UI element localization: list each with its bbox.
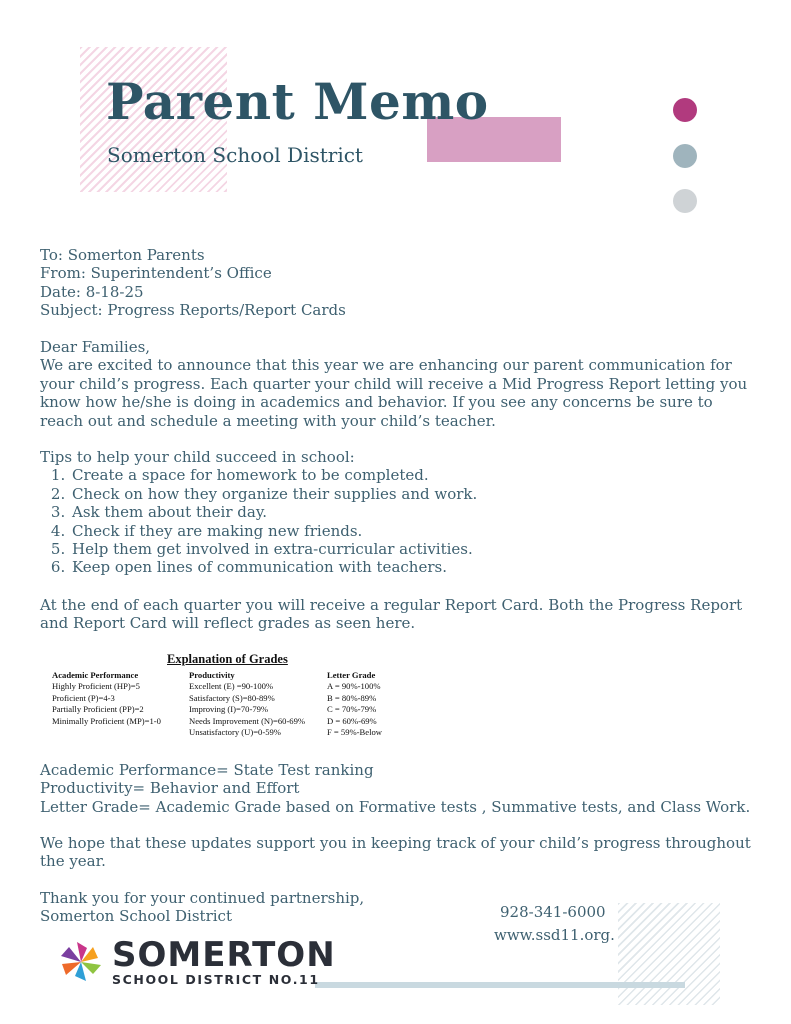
intro-line: reach out and schedule a meeting with your child’s teacher. [40,411,496,430]
definition-line: Academic Performance= State Test ranking [40,761,374,779]
phone-number: 928-341-6000 [500,903,606,921]
tip-item: 4. Check if they are making new friends. [70,522,740,540]
column-header: Letter Grade [327,670,376,680]
tip-item: 1. Create a space for homework to be completed. [70,466,740,484]
tip-item: 3. Ask them about their day. [70,503,740,521]
intro-line: your child’s progress. Each quarter your child will receive a Mid Progress Report letting you [40,374,748,393]
tip-item: 5. Help them get involved in extra-curricular activities. [70,540,740,558]
grade-cell: D = 60%-69% [327,715,377,726]
district-logo [56,938,106,988]
tip-item: 6. Keep open lines of communication with teachers. [70,558,740,576]
memo-header [40,246,740,320]
grades-col-productivity [189,670,305,738]
page-subtitle: Somerton School District [107,143,363,167]
dot-slate [673,144,697,168]
grade-cell: Satisfactory (S)=80-89% [189,692,275,703]
signature-line: Somerton School District [40,907,232,926]
grade-cell: Proficient (P)=4-3 [52,692,115,703]
memo-to: To: Somerton Parents [40,246,205,264]
grades-col-academic [52,670,161,727]
grade-cell: Partially Proficient (PP)=2 [52,704,144,715]
grade-cell: Unsatisfactory (U)=0-59% [189,727,281,738]
grade-cell: Needs Improvement (N)=60-69% [189,715,306,726]
logo-name: SOMERTON [112,935,336,975]
grade-cell: Improving (I)=70-79% [189,704,269,715]
hope-paragraph [40,834,751,871]
hatched-gray-block [618,903,720,1005]
column-header: Productivity [189,670,235,680]
report-line: At the end of each quarter you will receive a regular Report Card. Both the Progress Report [40,596,743,614]
tips-section [40,448,740,577]
dot-magenta [673,98,697,122]
hope-line: We hope that these updates support you in keeping track of your child’s progress throughout [40,834,751,852]
report-paragraph [40,596,743,633]
grade-cell: Minimally Proficient (MP)=1-0 [52,715,161,726]
definitions [40,761,751,816]
grade-cell: Highly Proficient (HP)=5 [52,681,140,692]
memo-from: From: Superintendent’s Office [40,264,272,283]
grade-cell: A = 90%-100% [327,681,381,692]
grade-cell: B = 80%-89% [327,692,377,703]
grades-col-letter [327,670,382,738]
greeting: Dear Families, [40,338,151,356]
letter-intro [40,338,748,430]
logo-tagline: SCHOOL DISTRICT NO.11 [112,972,320,987]
tip-item: 2. Check on how they organize their supplies and work. [70,485,740,503]
column-header: Academic Performance [52,670,139,680]
report-line: and Report Card will reflect grades as seen here. [40,614,416,633]
definition-line: Letter Grade= Academic Grade based on Formative tests , Summative tests, and Class Work. [40,797,751,816]
tips-heading: Tips to help your child succeed in school: [40,448,355,466]
grade-cell: C = 70%-79% [327,704,377,715]
definition-line: Productivity= Behavior and Effort [40,779,300,798]
grade-cell: F = 59%-Below [327,727,382,738]
website-link[interactable]: www.ssd11.org. [494,926,615,944]
intro-line: We are excited to announce that this year we are enhancing our parent communication for [40,356,732,375]
memo-subject: Subject: Progress Reports/Report Cards [40,301,346,320]
grades-title: Explanation of Grades [167,652,288,666]
grade-cell: Excellent (E) =90-100% [189,681,274,692]
page-title: Parent Memo [106,72,489,131]
thanks-line: Thank you for your continued partnership, [40,889,365,907]
tips-list [40,466,740,576]
footer-rule [315,982,685,988]
intro-line: know how he/she is doing in academics and behavior. If you see any concerns be sure to [40,393,713,412]
memo-date: Date: 8-18-25 [40,282,144,301]
dot-gray [673,189,697,213]
pinwheel-icon [56,938,106,988]
hope-line: the year. [40,852,106,871]
